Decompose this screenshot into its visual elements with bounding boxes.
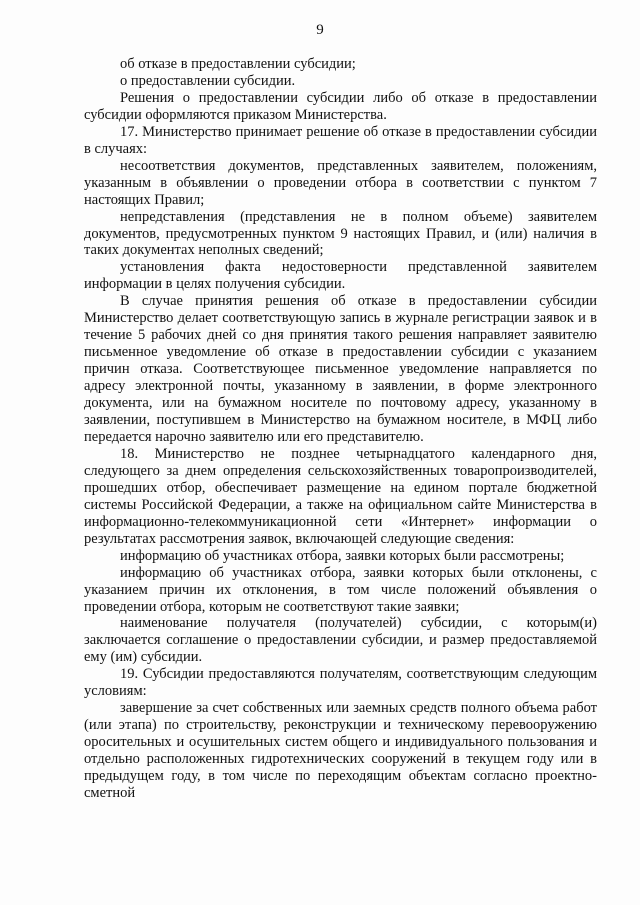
paragraph: завершение за счет собственных или заемных средств полного объема работ (или этапа) по строительству, реконструкции и техническому перевооружению оросительных и осушительных систем общего и индивидуального пользования и отдельно расположенных гидротехнических сооружений в текущем году или в предыдущем году, в том числе по переходящим объектам согласно проектно-сметной (84, 700, 597, 801)
paragraph: непредставления (представления не в полном объеме) заявителем документов, предусмотренных пунктом 9 настоящих Правил, и (или) наличия в таких документах неполных сведений; (84, 208, 597, 259)
paragraph: 17. Министерство принимает решение об отказе в предоставлении субсидии в случаях: (84, 123, 597, 157)
document-body (84, 56, 597, 802)
paragraph: об отказе в предоставлении субсидии; (120, 56, 356, 72)
paragraph: несоответствия документов, представленных заявителем, положениям, указанным в объявлении о проведении отбора в соответствии с пунктом 7 настоящих Правил; (84, 157, 597, 208)
page-number: 9 (316, 22, 324, 38)
paragraph: В случае принятия решения об отказе в предоставлении субсидии Министерство делает соответствующую запись в журнале регистрации заявок и в течение 5 рабочих дней со дня принятия такого решения направляет заявителю письменное уведомление об отказе в предоставлении субсидии с указанием причин отказа. Соответствующее письменное уведомление направляется по адресу электронной почты, указанному в заявлении, в форме электронного документа, или на бумажном носителе по почтовому адресу, указанному в заявлении, поступившем в Министерство на бумажном носителе, в МФЦ либо передается нарочно заявителю или его представителю. (84, 293, 597, 445)
paragraph: 19. Субсидии предоставляются получателям, соответствующим следующим условиям: (84, 666, 597, 700)
paragraph: установления факта недостоверности представленной заявителем информации в целях получения субсидии. (84, 259, 597, 293)
paragraph: наименование получателя (получателей) субсидии, с которым(и) заключается соглашение о предоставлении субсидии, и размер предоставляемой ему (им) субсидии. (84, 615, 597, 666)
paragraph: информацию об участниках отбора, заявки которых были отклонены, с указанием причин их отклонения, в том числе положений объявления о проведении отбора, которым не соответствуют такие заявки; (84, 564, 597, 615)
paragraph: о предоставлении субсидии. (120, 72, 296, 89)
paragraph: информацию об участниках отбора, заявки которых были рассмотрены; (120, 547, 565, 564)
paragraph: Решения о предоставлении субсидии либо об отказе в предоставлении субсидии оформляются приказом Министерства. (84, 89, 597, 123)
paragraph: 18. Министерство не позднее четырнадцатого календарного дня, следующего за днем определения сельскохозяйственных товаропроизводителей, прошедших отбор, обеспечивает размещение на едином портале бюджетной системы Российской Федерации, а также на официальном сайте Министерства в информационно-телекоммуникационной сети «Интернет» информации о результатах рассмотрения заявок, включающей следующие сведения: (84, 445, 597, 547)
